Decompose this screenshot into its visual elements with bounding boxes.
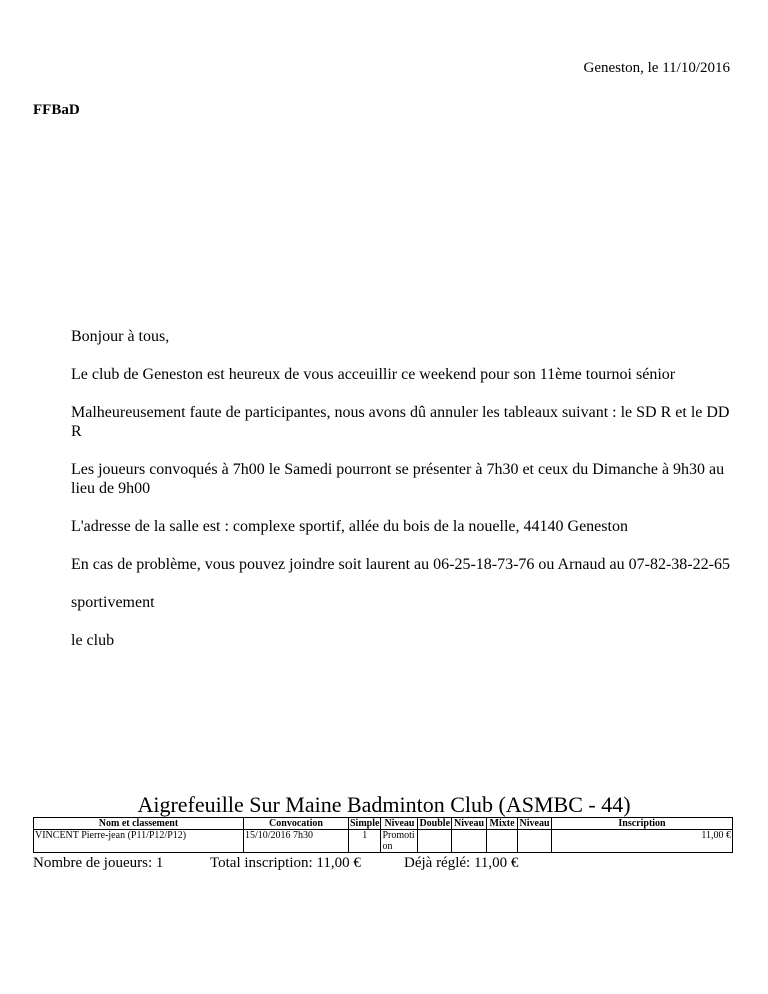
letter-body — [71, 327, 731, 669]
sender-name: FFBaD — [33, 102, 80, 118]
player-niveau-simple: Promotion — [381, 830, 418, 853]
header-mixte: Mixte — [487, 818, 518, 830]
amount-paid: Déjà réglé: 11,00 € — [404, 855, 519, 871]
welcome-paragraph: Le club de Geneston est heureux de vous acceuillir ce weekend pour son 11ème tournoi sénior — [71, 366, 676, 383]
schedule-paragraph: Les joueurs convoqués à 7h00 le Samedi pourront se présenter à 7h30 et ceux du Dimanche à 9h30 au lieu de 9h00 — [71, 461, 725, 497]
greeting-paragraph: Bonjour à tous, — [71, 328, 170, 345]
header-name: Nom et classement — [34, 818, 244, 830]
header-convocation: Convocation — [244, 818, 349, 830]
table-row — [34, 830, 733, 853]
players-table — [33, 817, 733, 853]
header-niveau-simple: Niveau — [381, 818, 418, 830]
player-count: Nombre de joueurs: 1 — [33, 855, 164, 871]
total-inscription: Total inscription: 11,00 € — [210, 855, 361, 871]
header-double: Double — [419, 818, 451, 829]
signature-paragraph: le club — [71, 632, 115, 649]
address-paragraph: L'adresse de la salle est : complexe sportif, allée du bois de la nouelle, 44140 Geneston — [71, 518, 628, 535]
player-inscription: 11,00 € — [552, 830, 733, 853]
closing-paragraph: sportivement — [71, 594, 155, 611]
header-niveau-mixte: Niveau — [519, 818, 550, 829]
cancellation-paragraph: Malheureusement faute de participantes, nous avons dû annuler les tableaux suivant : le SD R et le DD R — [71, 404, 730, 440]
club-title: Aigrefeuille Sur Maine Badminton Club (ASMBC - 44) — [137, 792, 631, 817]
player-mixte — [487, 830, 518, 853]
player-double — [418, 830, 452, 853]
contact-paragraph: En cas de problème, vous pouvez joindre soit laurent au 06-25-18-73-76 ou Arnaud au 07-82-38-22-65 — [71, 556, 730, 573]
letter-date: Geneston, le 11/10/2016 — [583, 60, 730, 76]
player-name: VINCENT Pierre-jean (P11/P12/P12) — [34, 830, 244, 853]
player-niveau-mixte — [518, 830, 552, 853]
player-simple: 1 — [349, 830, 381, 853]
table-header-row — [34, 818, 733, 830]
player-convocation: 15/10/2016 7h30 — [244, 830, 349, 853]
header-niveau-double: Niveau — [452, 818, 487, 830]
player-niveau-double — [452, 830, 487, 853]
header-simple: Simple — [350, 818, 380, 829]
header-inscription: Inscription — [552, 818, 733, 830]
